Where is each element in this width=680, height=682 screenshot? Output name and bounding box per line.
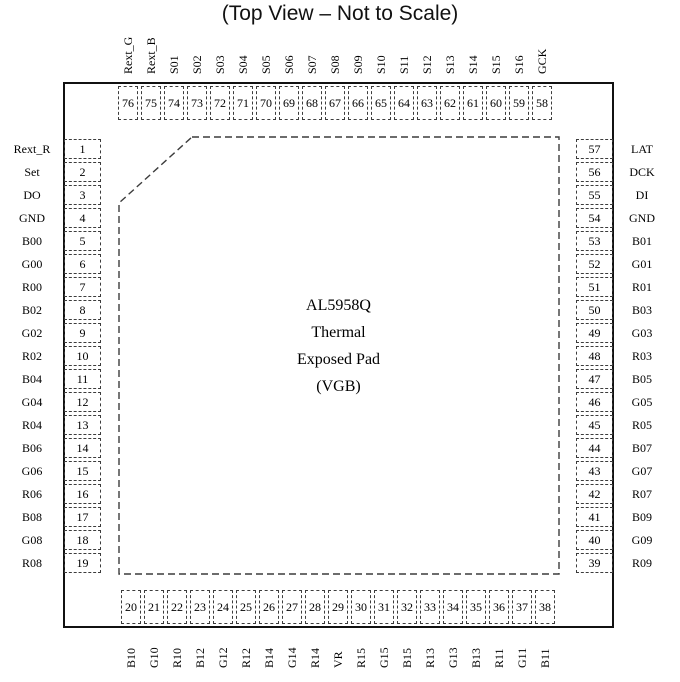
pad-label-line: Exposed Pad (296, 351, 381, 368)
pin-label-R15: R15 (354, 647, 368, 668)
pin-number: 21 (148, 599, 160, 614)
pin-box-46 (576, 392, 613, 412)
pin-number: 65 (375, 95, 387, 110)
pin-label-S04: S04 (236, 55, 250, 74)
pin-box-41 (576, 507, 613, 527)
pin-label-R03: R03 (631, 349, 652, 363)
pin-box-58 (532, 86, 552, 120)
pin-label-B15: B15 (400, 647, 414, 668)
pin-box-72 (210, 86, 230, 120)
pin-box-59 (509, 86, 529, 120)
pin-box-55 (576, 185, 613, 205)
pin-label-G08: G08 (21, 533, 43, 547)
pin-box-45 (576, 415, 613, 435)
pin-label-R08: R08 (21, 556, 42, 570)
pin-box-65 (371, 86, 391, 120)
pin-number: 45 (588, 417, 601, 432)
pin-box-70 (256, 86, 276, 120)
pin-label-G00: G00 (21, 257, 43, 271)
pin-box-53 (576, 231, 613, 251)
pin-number: 41 (588, 509, 601, 524)
pin-number: 6 (79, 256, 86, 271)
pin-label-G01: G01 (631, 257, 653, 271)
pin-label-G13: G13 (446, 647, 460, 668)
pin-label-R13: R13 (423, 647, 437, 668)
pin-label-S01: S01 (167, 55, 181, 74)
pin-label-B12: B12 (193, 647, 207, 668)
pin-box-35 (466, 590, 486, 624)
pin-box-20 (121, 590, 141, 624)
pin-number: 76 (122, 95, 134, 110)
pin-box-21 (144, 590, 164, 624)
pin-box-69 (279, 86, 299, 120)
pin-number: 74 (168, 95, 180, 110)
pin-box-61 (463, 86, 483, 120)
pin-number: 23 (194, 599, 206, 614)
pin-number: 57 (588, 141, 601, 156)
pin-box-10 (64, 346, 101, 366)
figure-title: (Top View – Not to Scale) (221, 2, 459, 25)
pin-box-63 (417, 86, 437, 120)
pin-label-S11: S11 (397, 55, 411, 74)
pin-box-44 (576, 438, 613, 458)
pin-label-R04: R04 (21, 418, 42, 432)
pin-label-R05: R05 (631, 418, 652, 432)
pin-box-66 (348, 86, 368, 120)
pin-box-28 (305, 590, 325, 624)
pin-label-B14: B14 (262, 647, 276, 668)
pin-number: 19 (76, 555, 89, 570)
pin-number: 25 (240, 599, 252, 614)
pin-number: 20 (125, 599, 137, 614)
pin-number: 39 (588, 555, 601, 570)
pin-label-R11: R11 (492, 648, 506, 668)
pin-label-DI: DI (635, 188, 649, 202)
pin-label-GND: GND (19, 211, 45, 225)
pin-number: 28 (309, 599, 321, 614)
pin-box-54 (576, 208, 613, 228)
pin-label-S12: S12 (420, 55, 434, 74)
pin-box-8 (64, 300, 101, 320)
pin-label-R02: R02 (21, 349, 42, 363)
pin-label-S15: S15 (489, 55, 503, 74)
pin-label-G06: G06 (21, 464, 43, 478)
pin-number: 69 (283, 95, 295, 110)
pin-number: 32 (401, 599, 413, 614)
pin-box-5 (64, 231, 101, 251)
pad-label-line: AL5958Q (306, 297, 371, 314)
pin-box-43 (576, 461, 613, 481)
pin-label-B01: B01 (631, 234, 652, 248)
pin-box-19 (64, 553, 101, 573)
pin-label-G09: G09 (631, 533, 653, 547)
pin-box-12 (64, 392, 101, 412)
pin-box-18 (64, 530, 101, 550)
pin-label-S08: S08 (328, 55, 342, 74)
pin-box-2 (64, 162, 101, 182)
pin-label-GND: GND (629, 211, 655, 225)
pin-label-G07: G07 (631, 464, 653, 478)
pin-box-51 (576, 277, 613, 297)
pin-label-R01: R01 (631, 280, 652, 294)
pin-number: 66 (352, 95, 364, 110)
pin-number: 34 (447, 599, 459, 614)
pin-label-G11: G11 (515, 647, 529, 668)
pin-label-B09: B09 (631, 510, 652, 524)
pin-box-9 (64, 323, 101, 343)
pin-number: 53 (588, 233, 601, 248)
pin-box-11 (64, 369, 101, 389)
pin-label-S02: S02 (190, 55, 204, 74)
thermal-pad-label (118, 292, 559, 400)
pin-label-S06: S06 (282, 55, 296, 74)
pin-box-29 (328, 590, 348, 624)
pin-label-Rext_R: Rext_R (13, 142, 51, 156)
pin-box-17 (64, 507, 101, 527)
pin-box-38 (535, 590, 555, 624)
pin-number: 14 (76, 440, 89, 455)
pin-box-13 (64, 415, 101, 435)
pin-number: 43 (588, 463, 601, 478)
pin-number: 15 (76, 463, 89, 478)
pin-box-42 (576, 484, 613, 504)
pin-label-B03: B03 (631, 303, 652, 317)
pin-box-15 (64, 461, 101, 481)
pin-box-52 (576, 254, 613, 274)
pin-label-DO: DO (23, 188, 41, 202)
pin-box-24 (213, 590, 233, 624)
pin-box-33 (420, 590, 440, 624)
pin-number: 58 (536, 95, 548, 110)
pin-number: 56 (588, 164, 601, 179)
pin-box-36 (489, 590, 509, 624)
pin-label-R07: R07 (631, 487, 652, 501)
pin-box-64 (394, 86, 414, 120)
pin-number: 22 (171, 599, 183, 614)
pin-box-39 (576, 553, 613, 573)
pin-label-R10: R10 (170, 647, 184, 668)
pin-box-47 (576, 369, 613, 389)
pin-label-G04: G04 (21, 395, 43, 409)
pin-number: 27 (286, 599, 298, 614)
pin-number: 68 (306, 95, 318, 110)
pin-box-48 (576, 346, 613, 366)
pin-number: 12 (76, 394, 89, 409)
pin-number: 24 (217, 599, 229, 614)
pin-label-DCK: DCK (629, 165, 655, 179)
pin-box-31 (374, 590, 394, 624)
pin-box-25 (236, 590, 256, 624)
pin-number: 30 (355, 599, 367, 614)
pin-label-Rext_B: Rext_B (144, 37, 158, 74)
pin-number: 70 (260, 95, 272, 110)
pin-box-57 (576, 139, 613, 159)
pin-label-B10: B10 (124, 647, 138, 668)
pin-number: 4 (79, 210, 86, 225)
pin-box-22 (167, 590, 187, 624)
pin-box-7 (64, 277, 101, 297)
pin-number: 2 (79, 164, 86, 179)
pin-number: 13 (76, 417, 89, 432)
pin-number: 48 (588, 348, 601, 363)
pin-label-B04: B04 (21, 372, 42, 386)
pin-box-3 (64, 185, 101, 205)
pin-label-G14: G14 (285, 647, 299, 668)
pin-box-34 (443, 590, 463, 624)
pin-number: 49 (588, 325, 601, 340)
pin-box-23 (190, 590, 210, 624)
pin-box-14 (64, 438, 101, 458)
pin-number: 59 (513, 95, 525, 110)
pin-label-Set: Set (24, 165, 40, 179)
pin-number: 42 (588, 486, 601, 501)
pin-number: 31 (378, 599, 390, 614)
pin-number: 17 (76, 509, 89, 524)
pin-label-S09: S09 (351, 55, 365, 74)
pin-number: 1 (79, 141, 86, 156)
pin-label-R06: R06 (21, 487, 42, 501)
pin-label-B05: B05 (631, 372, 652, 386)
pin-box-32 (397, 590, 417, 624)
pin-label-LAT: LAT (631, 142, 653, 156)
pin-label-B07: B07 (631, 441, 652, 455)
pin-number: 40 (588, 532, 601, 547)
pin-box-27 (282, 590, 302, 624)
pin-label-VR: VR (331, 651, 345, 668)
pin-label-GCK: GCK (535, 48, 549, 74)
pin-label-B13: B13 (469, 647, 483, 668)
pin-number: 62 (444, 95, 456, 110)
pin-label-S13: S13 (443, 55, 457, 74)
pin-number: 75 (145, 95, 157, 110)
pin-number: 47 (588, 371, 601, 386)
pin-label-G10: G10 (147, 647, 161, 668)
pin-label-S03: S03 (213, 55, 227, 74)
pin-label-R09: R09 (631, 556, 652, 570)
pin-box-56 (576, 162, 613, 182)
pin-label-S16: S16 (512, 55, 526, 74)
pin-number: 36 (493, 599, 505, 614)
pin-number: 18 (76, 532, 89, 547)
pin-label-G15: G15 (377, 647, 391, 668)
pin-number: 46 (588, 394, 601, 409)
pin-label-S05: S05 (259, 55, 273, 74)
pin-box-50 (576, 300, 613, 320)
pin-number: 72 (214, 95, 226, 110)
pin-box-40 (576, 530, 613, 550)
pin-box-76 (118, 86, 138, 120)
pin-label-Rext_G: Rext_G (121, 36, 135, 74)
pin-box-71 (233, 86, 253, 120)
pin-label-R12: R12 (239, 647, 253, 668)
pin-label-G05: G05 (631, 395, 653, 409)
pin-label-R14: R14 (308, 647, 322, 668)
pin-number: 63 (421, 95, 433, 110)
pin-label-B06: B06 (21, 441, 42, 455)
pin-number: 61 (467, 95, 479, 110)
pin-box-60 (486, 86, 506, 120)
pin-number: 52 (588, 256, 601, 271)
pin-number: 73 (191, 95, 203, 110)
pad-label-line: (VGB) (316, 378, 361, 395)
pin-label-G12: G12 (216, 647, 230, 668)
pin-number: 60 (490, 95, 502, 110)
pad-label-line: Thermal (311, 324, 366, 341)
pin-number: 10 (76, 348, 89, 363)
pin-label-G02: G02 (21, 326, 43, 340)
pin-number: 8 (79, 302, 86, 317)
pin-number: 33 (424, 599, 436, 614)
pin-box-62 (440, 86, 460, 120)
pin-box-6 (64, 254, 101, 274)
pin-number: 35 (470, 599, 482, 614)
pin-number: 54 (588, 210, 601, 225)
pin-box-68 (302, 86, 322, 120)
pin-number: 64 (398, 95, 410, 110)
pin-box-4 (64, 208, 101, 228)
pin-number: 71 (237, 95, 249, 110)
pin-box-74 (164, 86, 184, 120)
pin-box-16 (64, 484, 101, 504)
pin-label-B00: B00 (21, 234, 42, 248)
pin-label-R00: R00 (21, 280, 42, 294)
pin-box-49 (576, 323, 613, 343)
pin-box-26 (259, 590, 279, 624)
pin-box-67 (325, 86, 345, 120)
pin-number: 37 (516, 599, 528, 614)
pin-number: 67 (329, 95, 341, 110)
pin-number: 5 (79, 233, 86, 248)
pin-box-75 (141, 86, 161, 120)
pin-label-S10: S10 (374, 55, 388, 74)
pin-number: 38 (539, 599, 551, 614)
pin-label-B08: B08 (21, 510, 42, 524)
pin-box-37 (512, 590, 532, 624)
pin-label-G03: G03 (631, 326, 653, 340)
pin-box-1 (64, 139, 101, 159)
pin-number: 9 (79, 325, 86, 340)
pin-label-B02: B02 (21, 303, 42, 317)
pin-number: 26 (263, 599, 275, 614)
pin-box-73 (187, 86, 207, 120)
pin-number: 16 (76, 486, 89, 501)
pin-label-S07: S07 (305, 55, 319, 74)
pin-number: 29 (332, 599, 344, 614)
pin-number: 55 (588, 187, 601, 202)
pin-number: 51 (588, 279, 601, 294)
pin-number: 44 (588, 440, 601, 455)
pin-box-30 (351, 590, 371, 624)
pin-label-S14: S14 (466, 55, 480, 74)
pin-number: 11 (76, 371, 89, 386)
pin-label-B11: B11 (538, 648, 552, 668)
pin-number: 3 (79, 187, 86, 202)
pin-number: 7 (79, 279, 86, 294)
pin-number: 50 (588, 302, 601, 317)
